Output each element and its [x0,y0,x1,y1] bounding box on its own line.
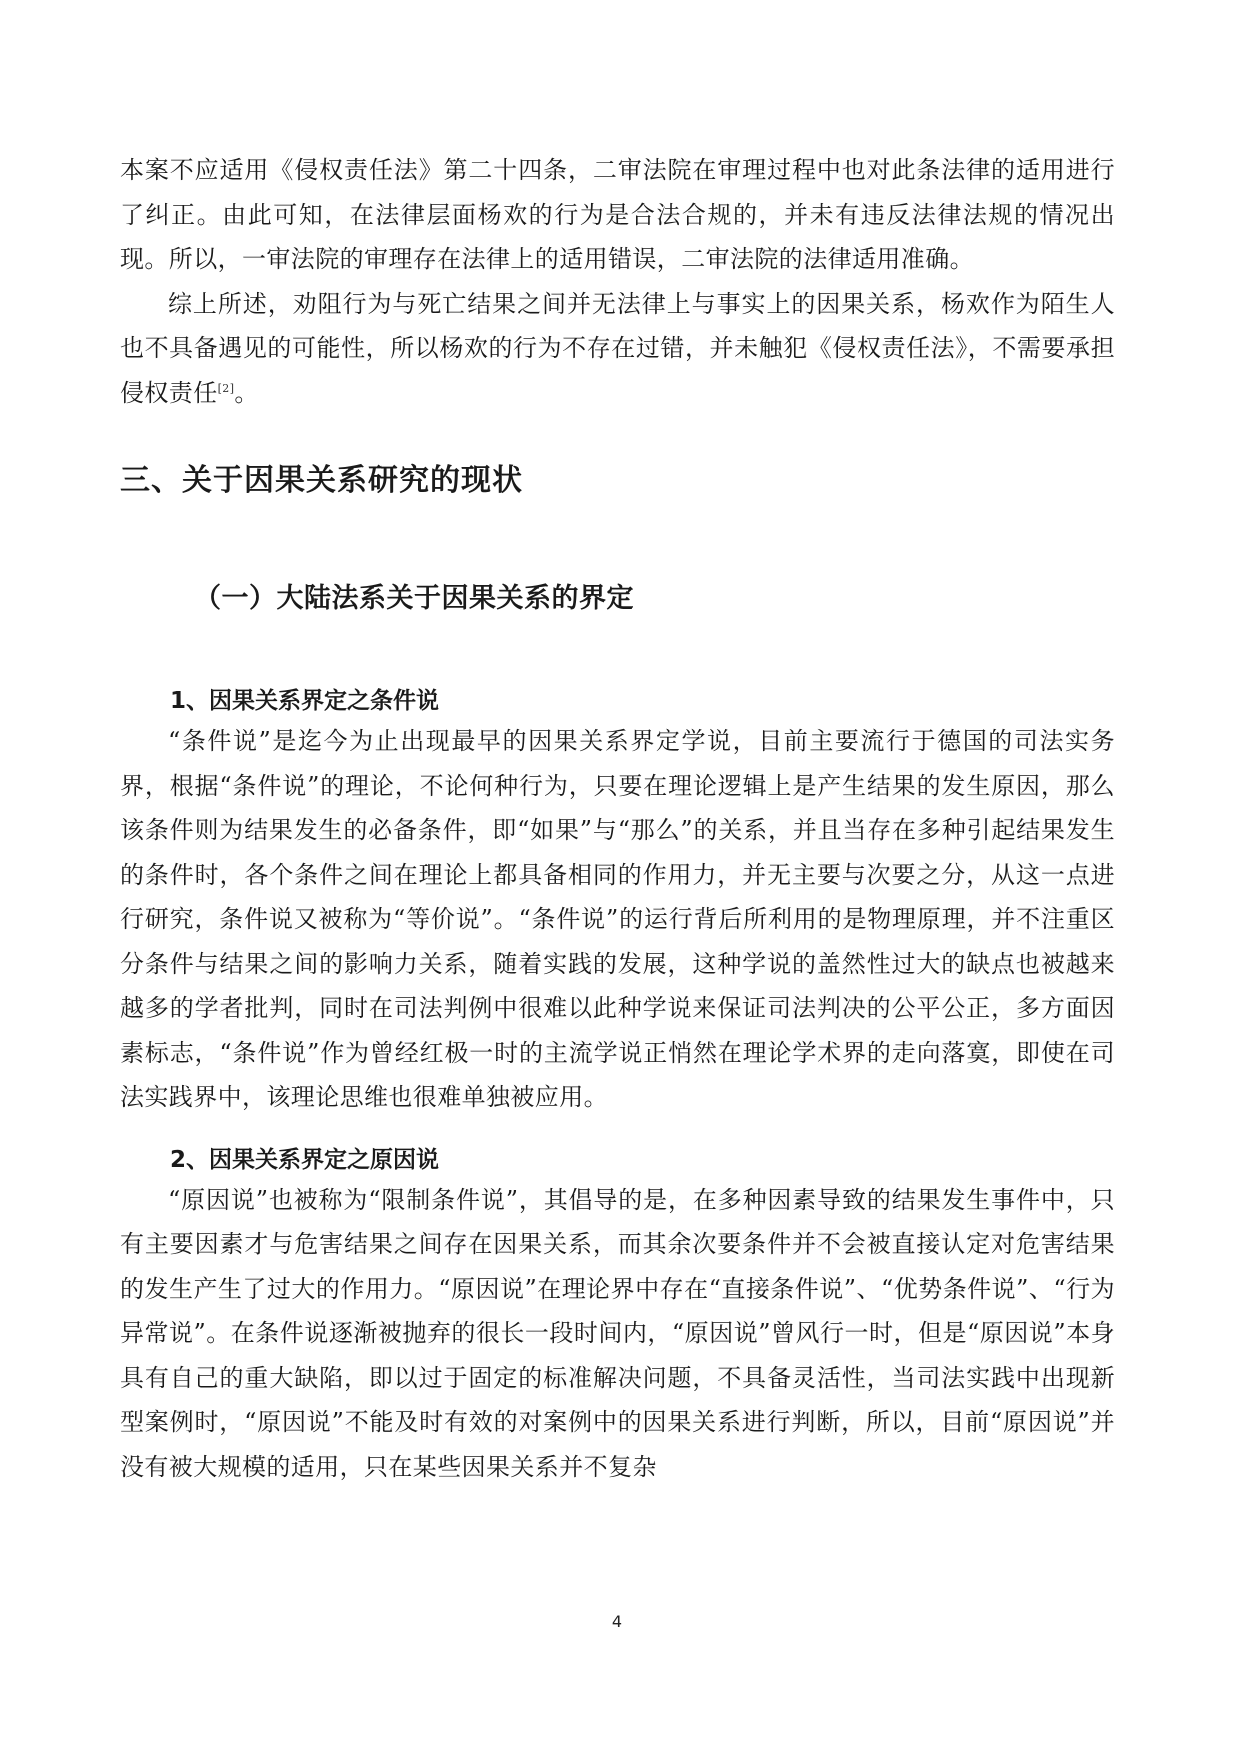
document-page [120,148,1115,1489]
citation-marker: [2] [217,381,235,395]
condition-theory-heading: 1、因果关系界定之条件说 [170,688,440,714]
summary-paragraph [120,282,1115,416]
subsection-heading: （一）大陆法系关于因果关系的界定 [194,583,634,614]
condition-theory-paragraph: “条件说”是迄今为止出现最早的因果关系界定学说，目前主要流行于德国的司法实务界，根据“条件说”的理论，不论何种行为，只要在理论逻辑上是产生结果的发生原因，那么该条件则为结果发生的必备条件，即“如果”与“那么”的关系，并且当存在多种引起结果发生的条件时，各个条件之间在理论上都具备相同的作用力，并无主要与次要之分，从这一点进行研究，条件说又被称为“等价说”。“条件说”的运行背后所利用的是物理原理，并不注重区分条件与结果之间的影响力关系，随着实践的发展，这种学说的盖然性过大的缺点也被越来越多的学者批判，同时在司法判例中很难以此种学说来保证司法判决的公平公正，多方面因素标志，“条件说”作为曾经红极一时的主流学说正悄然在理论学术界的走向落寞，即使在司法实践界中，该理论思维也很难单独被应用。 [120,727,1115,1111]
summary-end: 。 [234,378,259,407]
summary-text: 综上所述，劝阻行为与死亡结果之间并无法律上与事实上的因果关系，杨欢作为陌生人也不具备遇见的可能性，所以杨欢的行为不存在过错，并未触犯《侵权责任法》，不需要承担侵权责任 [120,289,1115,407]
section-heading: 三、关于因果关系研究的现状 [120,463,523,498]
cause-theory-heading: 2、因果关系界定之原因说 [170,1146,440,1173]
cause-theory-paragraph: “原因说”也被称为“限制条件说”，其倡导的是，在多种因素导致的结果发生事件中，只有主要因素才与危害结果之间存在因果关系，而其余次要条件并不会被直接认定对危害结果的发生产生了过大的作用力。“原因说”在理论界中存在“直接条件说”、“优势条件说”、“行为异常说”。在条件说逐渐被抛弃的很长一段时间内，“原因说”曾风行一时，但是“原因说”本身具有自己的重大缺陷，即以过于固定的标准解决问题，不具备灵活性，当司法实践中出现新型案例时，“原因说”不能及时有效的对案例中的因果关系进行判断，所以，目前“原因说”并没有被大规模的适用，只在某些因果关系并不复杂 [120,1185,1115,1481]
intro-paragraph: 本案不应适用《侵权责任法》第二十四条，二审法院在审理过程中也对此条法律的适用进行了纠正。由此可知，在法律层面杨欢的行为是合法合规的，并未有违反法律法规的情况出现。所以，一审法院的审理存在法律上的适用错误，二审法院的法律适用准确。 [120,156,1115,273]
page-number: 4 [611,1612,623,1631]
